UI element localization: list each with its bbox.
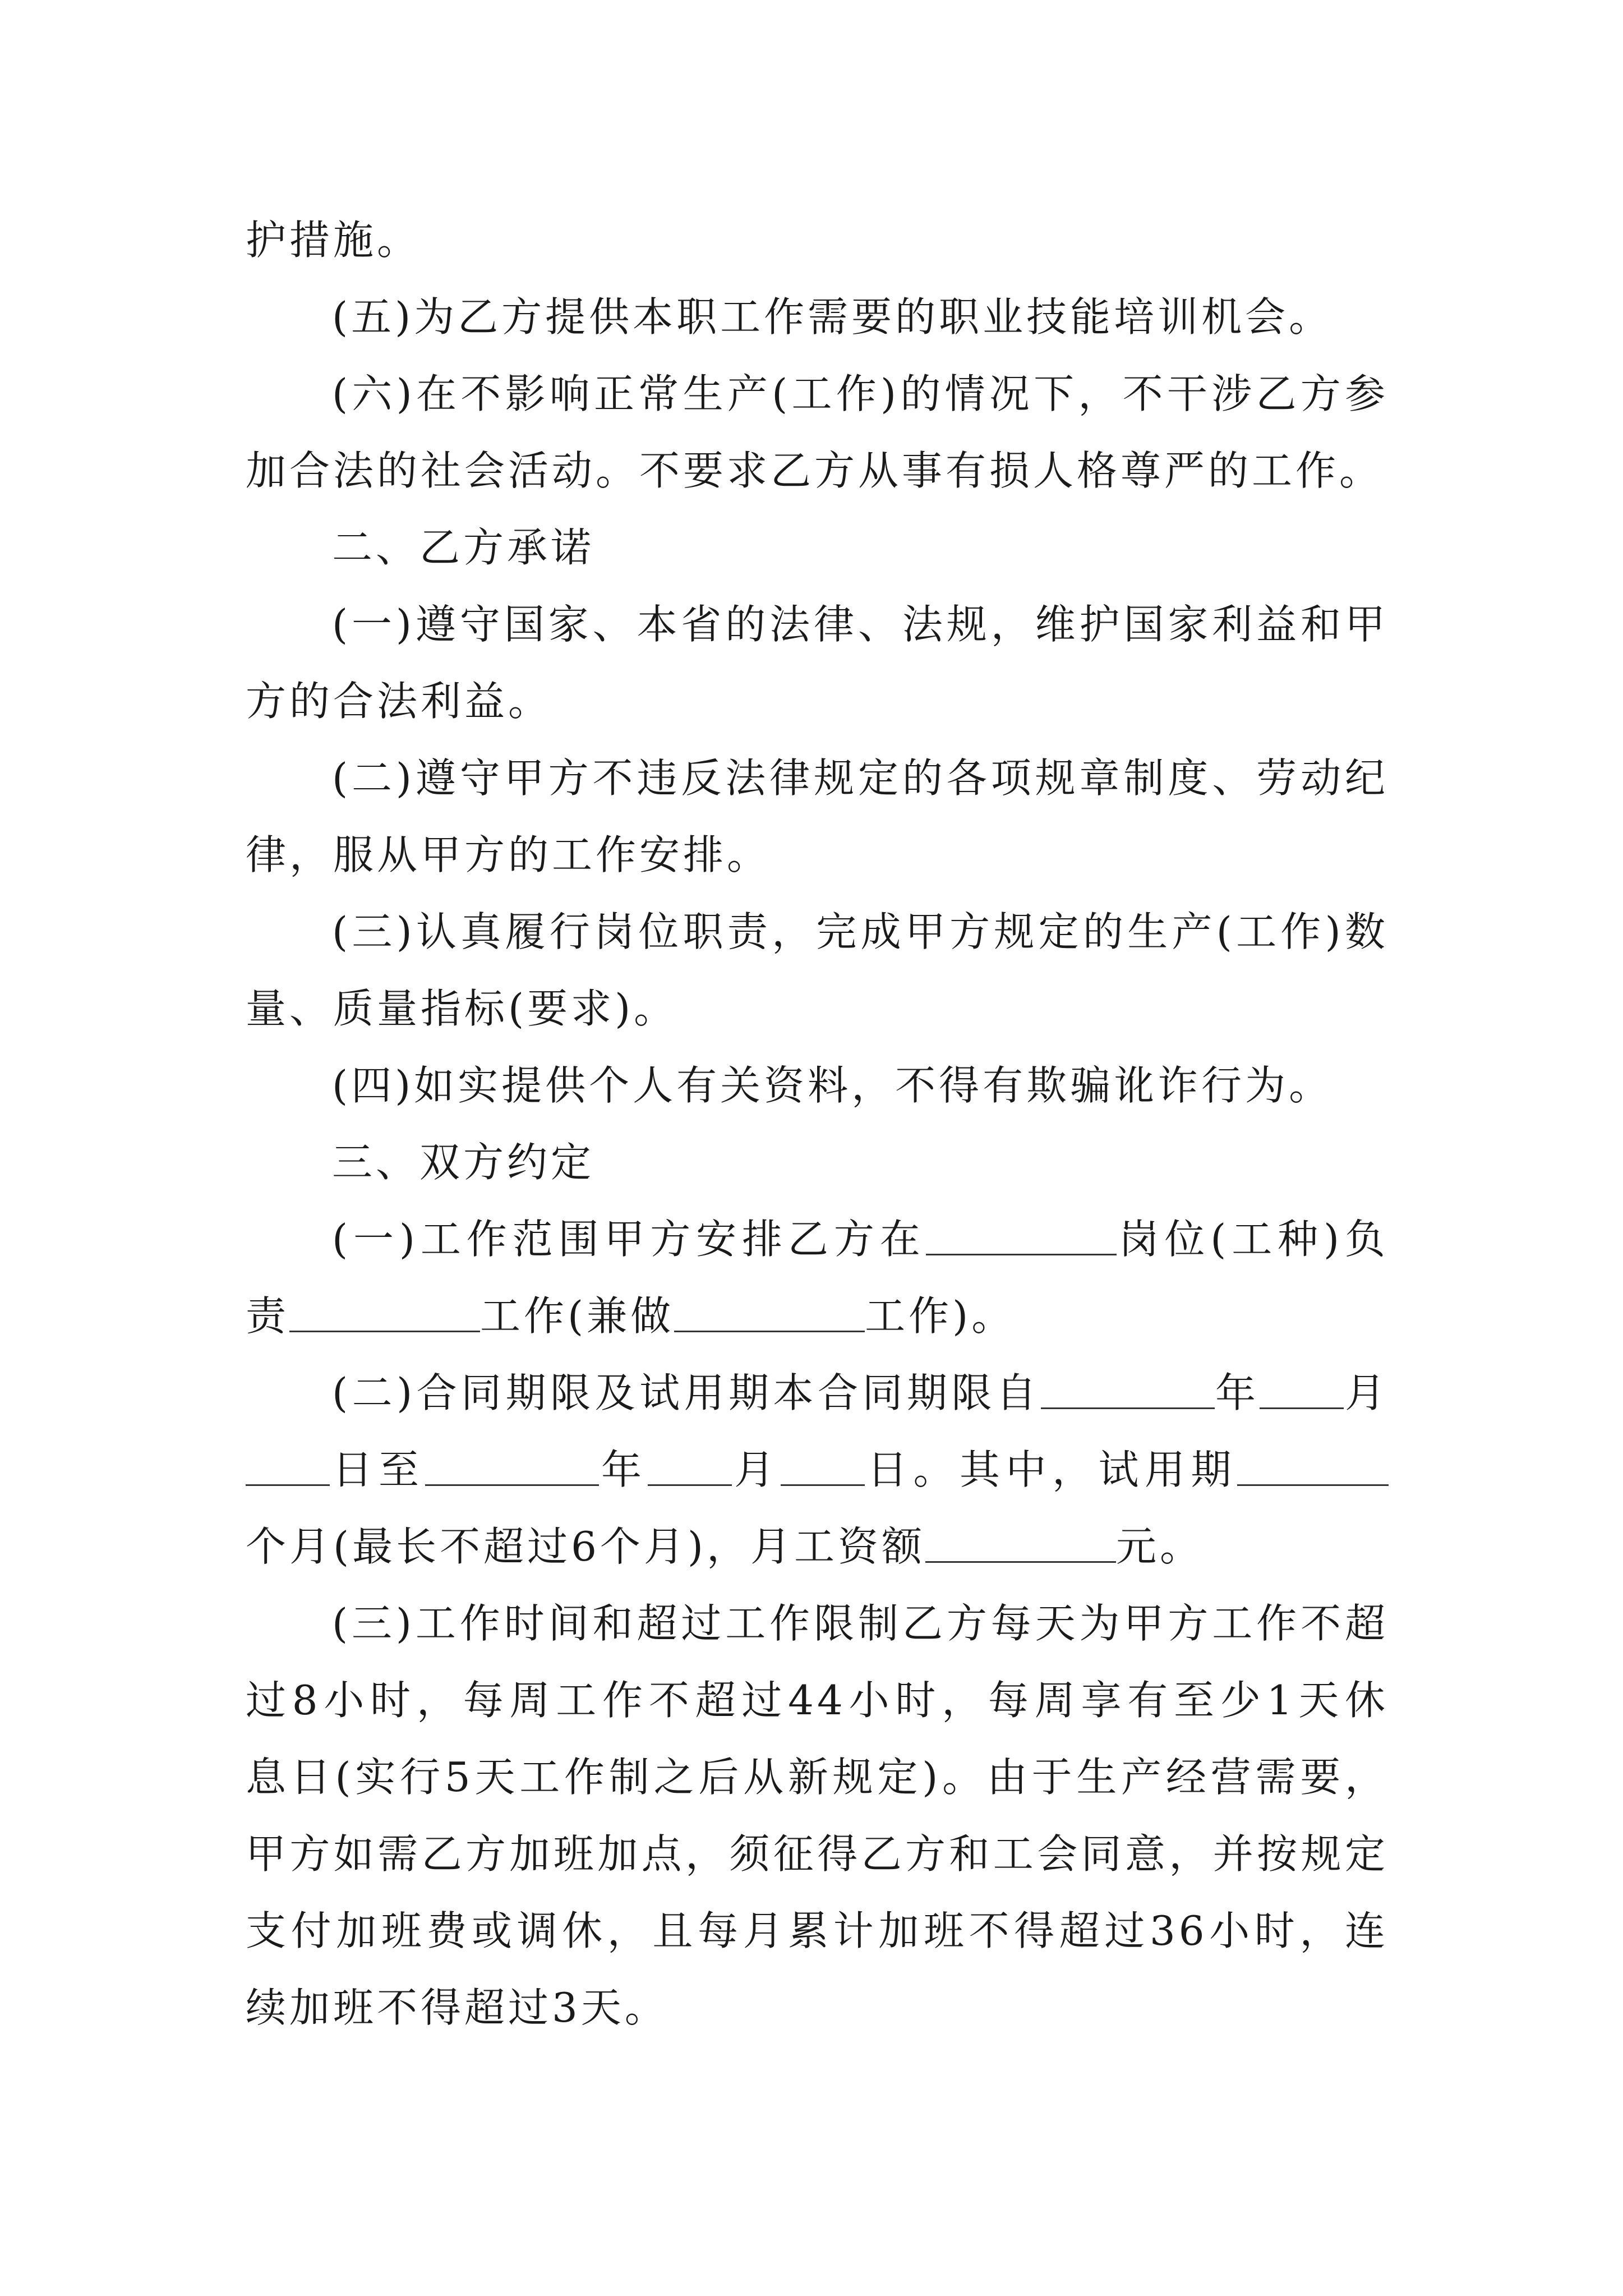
text-line: 三、双方约定 [332, 1139, 595, 1186]
fill-in-blank [674, 1290, 865, 1332]
fill-in-blank [926, 1213, 1117, 1255]
text-line: 个月(最长不超过6个月)，月工资额 元。 [246, 1508, 1389, 1585]
text-line: (一)遵守国家、本省的法律、法规，维护国家利益和甲 [332, 601, 1389, 648]
fill-in-blank [1041, 1367, 1215, 1409]
text-line: 二、乙方承诺 [332, 524, 595, 571]
text-line: 护措施。 [246, 217, 421, 264]
text-line: 方的合法利益。 [246, 678, 552, 725]
fill-in-blank [925, 1521, 1116, 1563]
fill-in-blank [1260, 1367, 1344, 1409]
fill-in-blank [246, 1444, 330, 1486]
text-line: (二)遵守甲方不违反法律规定的各项规章制度、劳动纪 [332, 754, 1389, 802]
fill-in-blank [289, 1290, 480, 1332]
fill-in-blank [648, 1444, 732, 1486]
text-line: (一)工作范围甲方安排乙方在 岗位(工种)负 [246, 1201, 1389, 1278]
fill-in-blank [425, 1444, 599, 1486]
text-line: (五)为乙方提供本职工作需要的职业技能培训机会。 [332, 293, 1333, 341]
text-line: (二)合同期限及试用期本合同期限自 年 月 [246, 1355, 1389, 1432]
text-line: 过8小时，每周工作不超过44小时，每周享有至少1天休 [246, 1677, 1389, 1724]
text-line: 加合法的社会活动。不要求乙方从事有损人格尊严的工作。 [246, 447, 1384, 494]
text-line: 息日(实行5天工作制之后从新规定)。由于生产经营需要， [246, 1754, 1389, 1801]
text-line: 律，服从甲方的工作安排。 [246, 831, 771, 878]
text-line: (三)工作时间和超过工作限制乙方每天为甲方工作不超 [332, 1600, 1389, 1647]
text-line: 日至 年 月 日。其中，试用期 [246, 1432, 1389, 1508]
text-line: (六)在不影响正常生产(工作)的情况下，不干涉乙方参 [332, 370, 1389, 417]
text-line: (三)认真履行岗位职责，完成甲方规定的生产(工作)数 [332, 908, 1389, 955]
text-line: (四)如实提供个人有关资料，不得有欺骗讹诈行为。 [332, 1062, 1333, 1109]
text-line: 续加班不得超过3天。 [246, 1984, 668, 2031]
text-line: 责 工作(兼做 工作)。 [246, 1278, 1389, 1355]
text-line: 支付加班费或调休，且每月累计加班不得超过36小时，连 [246, 1907, 1389, 1954]
text-line: 甲方如需乙方加班加点，须征得乙方和工会同意，并按规定 [246, 1830, 1389, 1878]
document-page [246, 202, 1389, 2046]
fill-in-blank [781, 1444, 865, 1486]
fill-in-blank [1237, 1444, 1389, 1486]
text-line: 量、质量指标(要求)。 [246, 985, 678, 1032]
